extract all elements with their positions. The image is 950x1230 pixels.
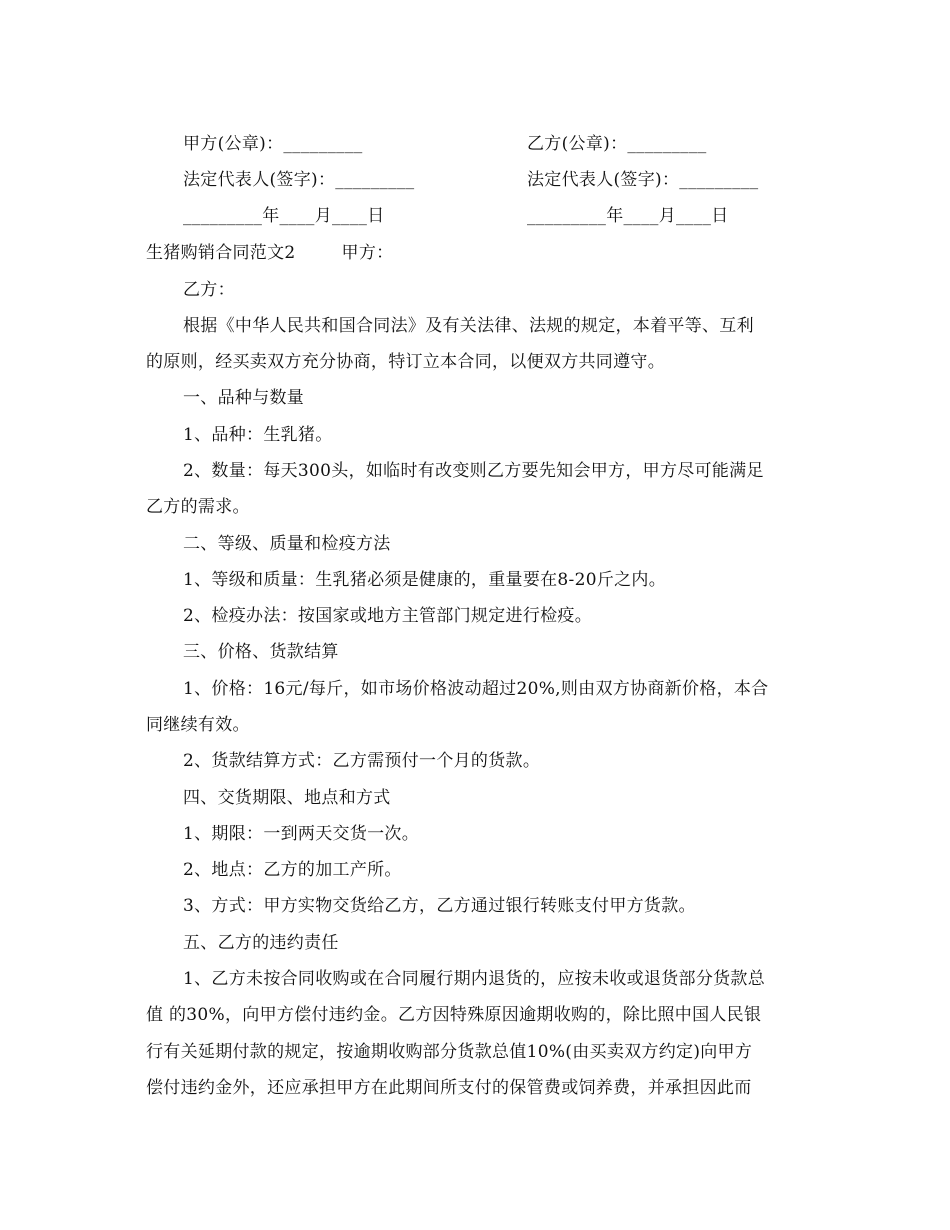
party-b-date-line: _________年____月____日: [527, 206, 729, 226]
section-4-item-3: 3、方式：甲方实物交货给乙方，乙方通过银行转账支付甲方货款。: [183, 896, 696, 916]
party-a-rep-line: 法定代表人(签字)：_________: [183, 170, 415, 190]
section-2-item-2: 2、检疫办法：按国家或地方主管部门规定进行检疫。: [183, 606, 593, 626]
section-5-item-1-line-2: 值 的30%，向甲方偿付违约金。乙方因特殊原因逾期收购的，除比照中国人民银: [146, 1005, 762, 1025]
party-a-seal-line: 甲方(公章)：_________: [183, 134, 363, 154]
section-1-title: 一、品种与数量: [183, 388, 305, 408]
section-5-item-1-line-1: 1、乙方未按合同收购或在合同履行期内退货的，应按未收或退货部分货款总: [183, 969, 766, 989]
section-5-title: 五、乙方的违约责任: [183, 933, 339, 953]
section-3-item-2: 2、货款结算方式：乙方需预付一个月的货款。: [183, 751, 541, 771]
document-title: 生猪购销合同范文2: [146, 243, 296, 263]
section-1-item-2-line-1: 2、数量：每天300头，如临时有改变则乙方要先知会甲方，甲方尽可能满足: [183, 461, 764, 481]
document-heading: [146, 241, 393, 265]
section-5-item-1-line-4: 偿付违约金外，还应承担甲方在此期间所支付的保管费或饲养费，并承担因此而: [146, 1078, 752, 1098]
party-b-seal-line: 乙方(公章)：_________: [527, 134, 707, 154]
section-1-item-2-line-2: 乙方的需求。: [146, 497, 250, 517]
section-2-title: 二、等级、质量和检疫方法: [183, 534, 391, 554]
party-a-label: 甲方：: [341, 243, 394, 263]
party-b-label: 乙方：: [183, 280, 235, 300]
section-4-title: 四、交货期限、地点和方式: [183, 788, 391, 808]
section-3-item-1-line-2: 同继续有效。: [146, 715, 250, 735]
section-2-item-1: 1、等级和质量：生乳猪必须是健康的，重量要在8-20斤之内。: [183, 570, 667, 590]
section-4-item-2: 2、地点：乙方的加工产所。: [183, 860, 402, 880]
section-3-title: 三、价格、货款结算: [183, 642, 339, 662]
section-3-item-1-line-1: 1、价格：16元/每斤，如市场价格波动超过20%,则由双方协商新价格，本合: [183, 679, 769, 699]
party-b-rep-line: 法定代表人(签字)：_________: [527, 170, 759, 190]
section-5-item-1-line-3: 行有关延期付款的规定，按逾期收购部分货款总值10%(由买卖双方约定)向甲方: [146, 1042, 753, 1062]
intro-line-2: 的原则，经买卖双方充分协商，特订立本合同，以便双方共同遵守。: [146, 352, 665, 372]
intro-line-1: 根据《中华人民共和国合同法》及有关法律、法规的规定，本着平等、互利: [183, 316, 754, 336]
section-4-item-1: 1、期限：一到两天交货一次。: [183, 824, 420, 844]
party-a-date-line: _________年____月____日: [183, 206, 385, 226]
section-1-item-1: 1、品种：生乳猪。: [183, 425, 333, 445]
